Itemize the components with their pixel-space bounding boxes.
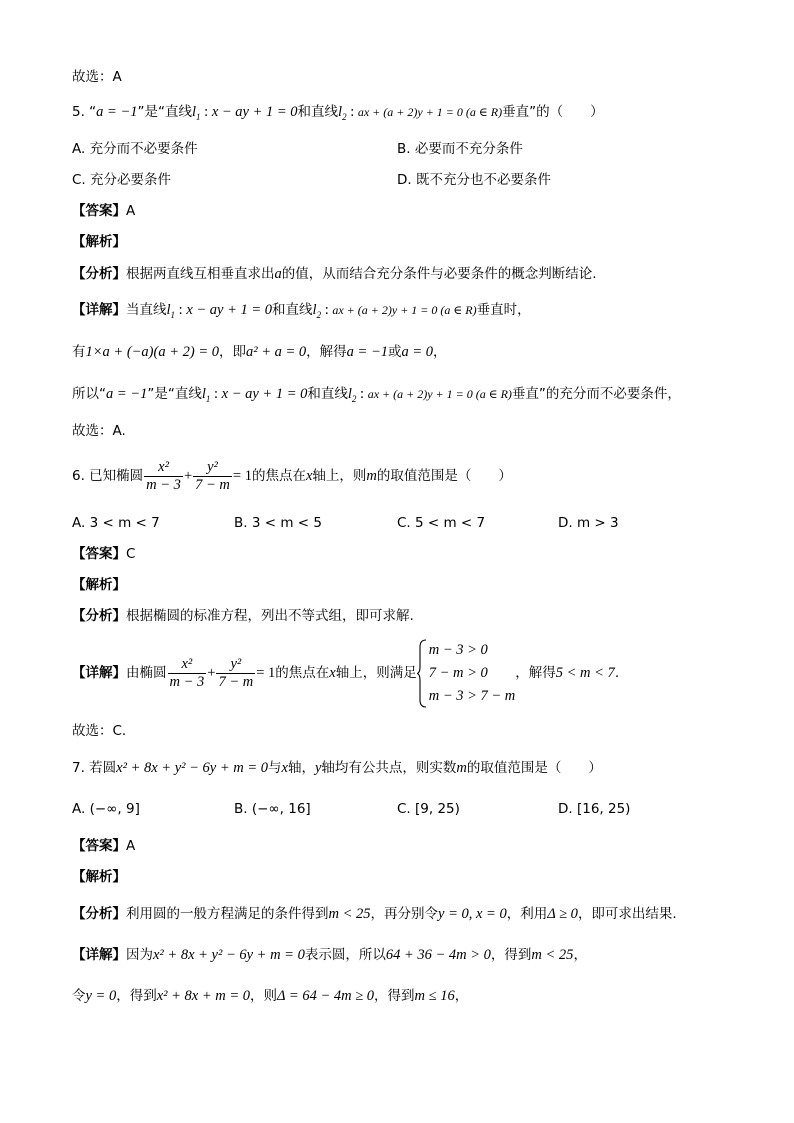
q6-jiexi: 【解析】 — [72, 577, 126, 593]
q6-stem-m: m — [366, 468, 377, 484]
q5-detail2-b: ，即 — [219, 344, 246, 360]
q5-stem: 5. “a = −1”是“直线$l_1$ : x − ay + 1 = 0和直线$l_2$ : ax + (a + 2)y + 1 = 0 (a ∈ R)垂直”的（ ） — [72, 104, 604, 122]
q7-answer — [72, 836, 135, 856]
q7-stem-x: x — [281, 760, 288, 776]
q7-stem-e: 的取值范围是（ ） — [466, 760, 602, 776]
q5-l1-label: $l_1$ — [192, 104, 201, 122]
q6-stem-b: 的焦点在 — [251, 468, 306, 484]
q5-detail-label: 【详解】 — [72, 302, 126, 318]
q6-answer-value: C — [126, 546, 136, 562]
q6-option-d: D. m > 3 — [558, 515, 619, 531]
q7-detail1-eq: 64 + 36 − 4m > 0 — [385, 947, 491, 963]
q5-detail1-a: 当直线 — [126, 302, 167, 318]
q7-detail1-c: ，得到 — [490, 947, 532, 963]
q7-detail-2 — [72, 986, 468, 1006]
q6-detail-label: 【详解】 — [72, 665, 126, 681]
q5-option-a: A. 充分而不必要条件 — [72, 141, 198, 157]
q7-detail1-result: m < 25 — [531, 947, 574, 963]
q5-detail3-d: 垂直”的充分而不必要条件， — [511, 386, 681, 402]
q6-detail-a: 由椭圆 — [126, 665, 167, 681]
q5-detail2-c: ，解得 — [306, 344, 347, 360]
q6-detail-d: ，解得 — [515, 665, 556, 681]
q7-option-d: D. [16, 25) — [558, 801, 631, 817]
q7-analysis-eq1: m < 25 — [328, 906, 371, 922]
q7-detail2-result: m ≤ 16 — [414, 988, 455, 1004]
q7-analysis — [72, 904, 677, 924]
q7-analysis-d: ，即可求出结果. — [577, 906, 677, 922]
q6-detail-b: 的焦点在 — [275, 665, 330, 681]
q6-system-row-1: m − 3 > 0 — [428, 641, 488, 658]
q7-stem-b: 与 — [268, 760, 282, 776]
q6-detail-e: . — [614, 665, 620, 681]
q6-detail: 【详解】由椭圆 $\frac{\text{x²}}{m - 3}$ + $\frac{\text{y²}}{7 - m}$ = 1的焦点在x轴上，则满足 m − 3 > 0 7 − m > 0 m − 3 > 7 − m ，解得5 < m < 7. — [72, 638, 619, 708]
q6-system-row-2: 7 − m > 0 — [428, 664, 488, 681]
q6-option-c: C. 5 < m < 7 — [397, 515, 486, 531]
q5-option-d: D. 既不充分也不必要条件 — [397, 172, 551, 188]
q7-detail2-eq1: y = 0 — [85, 988, 117, 1004]
q5-jiexi: 【解析】 — [72, 234, 126, 250]
q5-detail3-a-eq: a = −1 — [106, 386, 148, 402]
q6-analysis — [72, 606, 414, 626]
q6-option-a: A. 3 < m < 7 — [72, 515, 160, 531]
q5-answer-label: 【答案】 — [72, 203, 126, 219]
q5-analysis-b: 的值，从而结合充分条件与必要条件的概念判断结论. — [281, 266, 597, 282]
q5-analysis-label: 【分析】 — [72, 266, 126, 282]
q6-stem-a: 6. 已知椭圆 — [72, 468, 144, 484]
q7-analysis-eq2: y = 0, x = 0 — [438, 906, 507, 922]
q7-analysis-label: 【分析】 — [72, 906, 126, 922]
q5-l1-eq: x − ay + 1 = 0 — [211, 104, 298, 120]
q5-stem-a: a = −1 — [96, 104, 138, 120]
q7-detail1-a: 因为 — [126, 947, 153, 963]
q5-detail2-eq1: 1×a + (−a)(a + 2) = 0 — [85, 344, 219, 360]
q5-detail-2 — [72, 342, 447, 362]
q5-detail2-eq4: a = 0 — [401, 344, 434, 360]
q4-answer-line: 故选：A — [72, 69, 122, 85]
q6-frac1: $\frac{\text{x²}}{m - 3}$ — [146, 458, 181, 493]
q6-stem-d: 的取值范围是（ ） — [376, 468, 512, 484]
q5-detail3-b: ”是“直线 — [147, 386, 202, 402]
q6-detail-frac2: $\frac{\text{y²}}{7 - m}$ — [218, 655, 254, 690]
q7-detail2-d: ，得到 — [374, 988, 415, 1004]
q7-detail1-d: ， — [573, 947, 587, 963]
q7-detail1-b: 表示圆，所以 — [304, 947, 386, 963]
q5-detail2-eq2: a² + a = 0 — [246, 344, 307, 360]
q5-detail1-b: 和直线 — [272, 302, 313, 318]
q7-jiexi: 【解析】 — [72, 869, 126, 885]
q7-option-b: B. (−∞, 16] — [234, 801, 311, 817]
q5-stem-prefix: 5. “ — [72, 104, 97, 120]
q6-answer — [72, 544, 135, 564]
q7-detail2-e: ， — [454, 988, 469, 1004]
q7-detail2-b: ，得到 — [116, 988, 157, 1004]
q5-detail-3: 所以“a = −1”是“直线$l_1$ : x − ay + 1 = 0和直线$l_2$ : ax + (a + 2)y + 1 = 0 (a ∈ R)垂直”的充分而不必要条件， — [72, 386, 681, 404]
q7-detail2-eq3: Δ = 64 − 4m ≥ 0 — [277, 988, 375, 1004]
q7-analysis-c: ，利用 — [506, 906, 548, 922]
q6-detail-x: x — [329, 665, 336, 681]
q5-detail3-l1-eq: x − ay + 1 = 0 — [221, 386, 308, 402]
q5-detail1-l1-eq: x − ay + 1 = 0 — [186, 302, 273, 318]
q7-option-c: C. [9, 25) — [397, 801, 460, 817]
q6-detail-eq-tail: = 1 — [256, 665, 276, 681]
q7-detail-1 — [72, 945, 587, 965]
q7-answer-label: 【答案】 — [72, 838, 126, 854]
q6-answer-label: 【答案】 — [72, 546, 126, 562]
q6-inequality-system — [417, 639, 516, 708]
q7-option-a: A. (−∞, 9] — [72, 801, 140, 817]
q5-l2-eq: ax + (a + 2)y + 1 = 0 (a ∈ R) — [357, 105, 503, 119]
q5-detail1-c: 垂直时， — [476, 302, 531, 318]
q7-analysis-b: ，再分别令 — [370, 906, 439, 922]
q7-circle-eq: x² + 8x + y² − 6y + m = 0 — [116, 760, 269, 776]
q6-system-row-3: m − 3 > 7 − m — [428, 687, 516, 704]
q5-detail3-c: 和直线 — [307, 386, 348, 402]
q7-stem-c: 轴， — [287, 760, 315, 776]
q5-detail2-eq3: a = −1 — [346, 344, 388, 360]
q7-stem — [72, 758, 602, 778]
q5-detail3-a: 所以“ — [72, 386, 106, 402]
q6-frac2: $\frac{\text{y²}}{7 - m}$ — [195, 458, 230, 493]
q7-answer-value: A — [126, 838, 136, 854]
q7-detail2-eq2: x² + 8x + m = 0 — [156, 988, 251, 1004]
q7-analysis-a: 利用圆的一般方程满足的条件得到 — [126, 906, 329, 922]
q5-option-b: B. 必要而不充分条件 — [397, 141, 523, 157]
q5-detail2-d: 或 — [388, 344, 402, 360]
q5-detail3-l2-eq: ax + (a + 2)y + 1 = 0 (a ∈ R) — [367, 387, 512, 401]
q5-stem-mid2: 和直线 — [297, 104, 339, 120]
q5-stem-mid1: ”是“直线 — [137, 104, 192, 120]
q5-final: 故选：A. — [72, 423, 126, 439]
q5-stem-end: 垂直”的（ ） — [502, 104, 604, 120]
q5-detail2-e: ， — [433, 344, 447, 360]
q6-eq-tail: = 1 — [232, 468, 252, 484]
q6-detail-frac1: $\frac{\text{x²}}{m - 3}$ — [169, 655, 205, 690]
q5-option-c: C. 充分必要条件 — [72, 172, 172, 188]
q7-detail1-circle-eq: x² + 8x + y² − 6y + m = 0 — [153, 947, 305, 963]
q6-analysis-label: 【分析】 — [72, 608, 126, 624]
q7-analysis-eq3: Δ ≥ 0 — [547, 906, 578, 922]
q6-option-b: B. 3 < m < 5 — [234, 515, 322, 531]
q7-detail-label: 【详解】 — [72, 947, 126, 963]
brace-icon — [417, 639, 427, 708]
q5-analysis: 【分析】根据两直线互相垂直求出a的值，从而结合充分条件与必要条件的概念判断结论. — [72, 266, 597, 282]
q7-stem-a: 7. 若圆 — [72, 760, 117, 776]
q7-stem-d: 轴均有公共点，则实数 — [321, 760, 457, 776]
q5-detail-1: 【详解】当直线$l_1$ : x − ay + 1 = 0和直线$l_2$ : ax + (a + 2)y + 1 = 0 (a ∈ R)垂直时， — [72, 302, 531, 320]
q5-answer-value: A — [126, 203, 136, 219]
q5-answer — [72, 201, 135, 221]
q5-analysis-a: 根据两直线互相垂直求出 — [126, 266, 275, 282]
q5-detail2-a: 有 — [72, 344, 86, 360]
q7-detail2-c: ，则 — [250, 988, 278, 1004]
q6-stem-c: 轴上，则 — [312, 468, 367, 484]
q7-stem-y: y — [314, 760, 322, 776]
q5-detail1-l2-eq: ax + (a + 2)y + 1 = 0 (a ∈ R) — [332, 303, 477, 317]
q7-detail2-a: 令 — [72, 988, 86, 1004]
q6-detail-c: 轴上，则满足 — [335, 665, 417, 681]
q6-stem-x: x — [305, 468, 313, 484]
q6-detail-result: 5 < m < 7 — [555, 665, 615, 681]
q6-stem: 6. 已知椭圆 $\frac{\text{x²}}{m - 3}$ + $\frac{\text{y²}}{7 - m}$ = 1的焦点在x轴上，则m的取值范围是（ ） — [72, 458, 512, 493]
q6-final: 故选：C. — [72, 723, 127, 739]
q6-analysis-text: 根据椭圆的标准方程，列出不等式组，即可求解. — [126, 608, 414, 624]
q7-stem-m: m — [456, 760, 467, 776]
q5-l2-label: $l_2$ — [338, 104, 347, 122]
